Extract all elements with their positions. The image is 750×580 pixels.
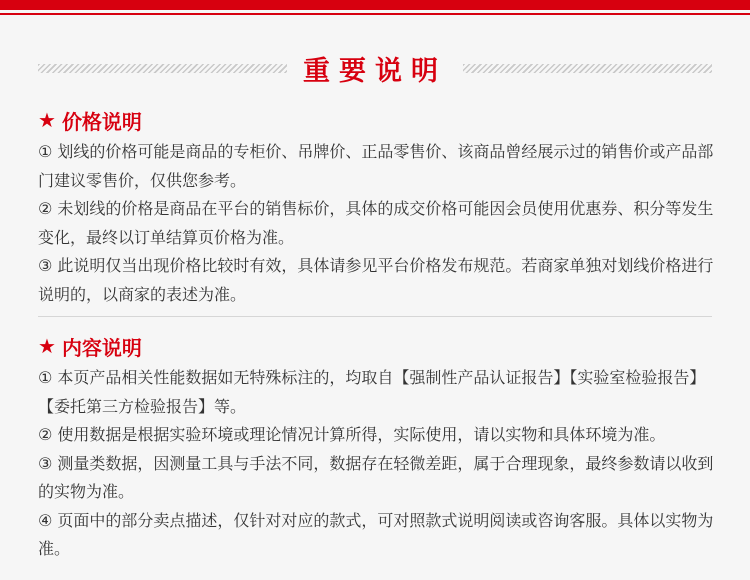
price-item-2: ② 未划线的价格是商品在平台的销售标价，具体的成交价格可能因会员使用优惠券、积分等发生变化，最终以订单结算页价格为准。 [38, 199, 714, 247]
left-hatch-decoration [38, 64, 287, 73]
price-section-heading [38, 104, 718, 136]
content-item-3: ③ 测量类数据，因测量工具与手法不同，数据存在轻微差距，属于合理现象，最终参数请以收到的实物为准。 [38, 453, 714, 501]
section-divider [38, 316, 712, 317]
title-banner [38, 48, 712, 88]
top-accent-line [0, 13, 750, 15]
price-heading-label: 价格说明 [61, 109, 142, 134]
content-heading-label: 内容说明 [61, 335, 142, 360]
star-icon: ★ [38, 334, 56, 358]
price-item-3: ③ 此说明仅当出现价格比较时有效，具体请参见平台价格发布规范。若商家单独对划线价格进行说明的，以商家的表述为准。 [38, 256, 714, 304]
price-item-1: ① 划线的价格可能是商品的专柜价、吊牌价、正品零售价、该商品曾经展示过的销售价或产品部门建议零售价，仅供您参考。 [38, 142, 714, 190]
star-icon: ★ [38, 108, 56, 132]
content-item-2: ② 使用数据是根据实验环境或理论情况计算所得，实际使用，请以实物和具体环境为准。 [38, 425, 666, 444]
content-item-1: ① 本页产品相关性能数据如无特殊标注的，均取自【强制性产品认证报告】【实验室检验报告】【委托第三方检验报告】等。 [38, 368, 706, 416]
content-item-4: ④ 页面中的部分卖点描述，仅针对对应的款式，可对照款式说明阅读或咨询客服。具体以实物为准。 [38, 510, 714, 558]
price-section [38, 104, 718, 309]
page-title: 重要说明 [303, 55, 447, 87]
top-accent-bar [0, 0, 750, 10]
content-section [38, 330, 718, 564]
right-hatch-decoration [463, 64, 712, 73]
content-section-heading [38, 330, 718, 362]
